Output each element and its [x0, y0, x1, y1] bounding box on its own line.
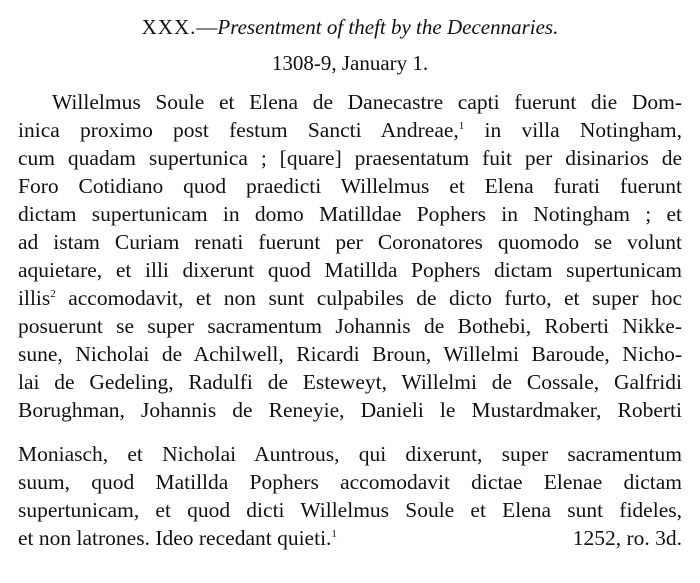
text-line: dictam supertunicam in domo Matilldae Pophers in Notingham ; et [18, 202, 682, 226]
text-line: sune, Nicholai de Achilwell, Ricardi Broun, Willelmi Baroude, Nicho- [18, 342, 682, 366]
text-line: Borughman, Johannis de Reneyie, Danieli le Mustardmaker, Roberti [18, 398, 682, 422]
text-line: Moniasch, et Nicholai Auntrous, qui dixerunt, super sacramentum [18, 442, 682, 466]
text-line: lai de Gedeling, Radulfi de Esteweyt, Willelmi de Cossale, Galfridi [18, 370, 682, 394]
text-line [18, 284, 682, 312]
text-line: suum, quod Matillda Pophers accomodavit dictae Elenae dictam [18, 470, 682, 494]
text-line: ad istam Curiam renati fuerunt per Coronatores quomodo se volunt [18, 230, 682, 254]
text-fragment: accomodavit, et non sunt culpabiles de dicto furto, et super hoc [55, 286, 682, 310]
final-line [18, 524, 682, 552]
text-line: cum quadam supertunica ; [quare] praesentatum fuit per disinarios de [18, 146, 682, 170]
text-line: supertunicam, et quod dicti Willelmus Soule et Elena sunt fideles, [18, 498, 682, 522]
section-numeral: XXX. [141, 15, 197, 39]
text-line: posuerunt se super sacramentum Johannis de Bothebi, Roberti Nikke- [18, 314, 682, 338]
text-line: Foro Cotidiano quod praedicti Willelmus et Elena furati fuerunt [18, 174, 682, 198]
heading-dash: — [196, 15, 218, 39]
text-fragment: inica proximo post festum Sancti Andreae, [18, 118, 459, 142]
footnote-marker: 1 [458, 119, 465, 132]
text-line [18, 116, 682, 144]
text-fragment: in villa Notingham, [464, 118, 682, 142]
footnote-marker: 2 [50, 287, 56, 300]
text-fragment: illis [18, 286, 51, 310]
footnote-marker: 1 [331, 527, 337, 540]
section-subject: Presentment of theft by the Decennaries. [217, 15, 559, 39]
roll-reference: 1252, ro. 3d. [572, 526, 682, 550]
text-line: Willelmus Soule et Elena de Danecastre capti fuerunt die Dom- [52, 90, 682, 114]
section-date: 1308-9, January 1. [271, 51, 429, 75]
text-line: aquietare, et illi dixerunt quod Matillda Pophers dictam supertunicam [18, 258, 682, 282]
section-heading [0, 14, 700, 40]
text-fragment: et non latrones. Ideo recedant quieti. [18, 526, 332, 550]
